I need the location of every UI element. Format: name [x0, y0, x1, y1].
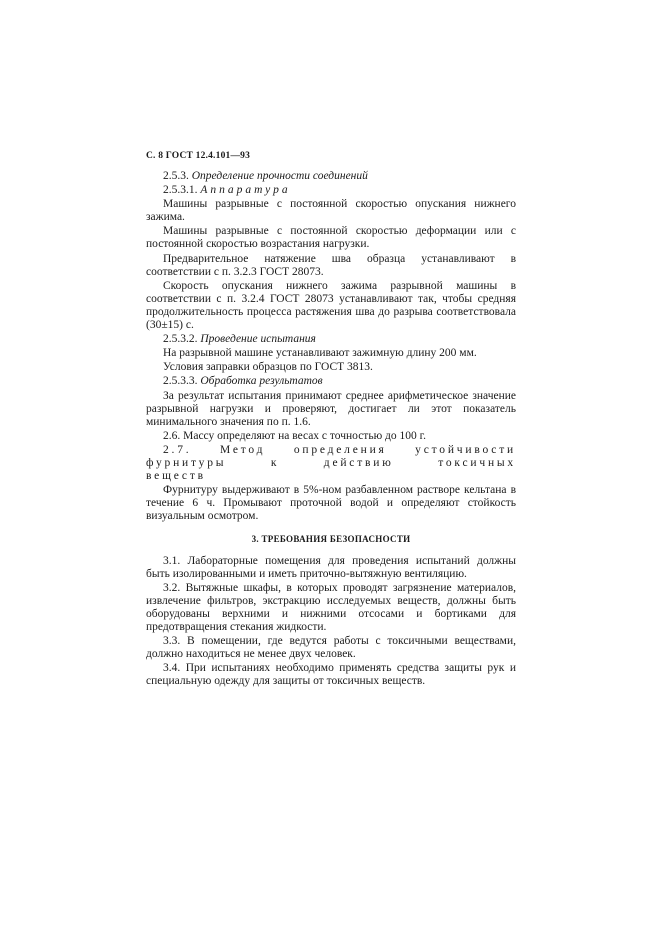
paragraph-text: Скорость опускания нижнего зажима разрывной машины в соответствии с п. 3.2.4 ГОСТ 28073 устанавливают так, чтобы средняя продолжительность процесса растяжения шва до разрыва соответствовала (30±15) с.: [146, 279, 516, 332]
paragraph-text: 3.4. При испытаниях необходимо применять средства защиты рук и специальную одежду для защиты от токсичных веществ.: [146, 662, 516, 688]
page-header: С. 8 ГОСТ 12.4.101—93: [146, 151, 251, 161]
paragraph-text: 3.2. Вытяжные шкафы, в которых проводят загрязнение материалов, извлечение фильтров, экстракцию исследуемых веществ, должны быть оборудованы верхними и нижними отсосами и бортиками для предотвращения стекания жидкости.: [146, 581, 516, 633]
clause-number: 2.5.3.: [163, 170, 189, 182]
paragraph-2-5-3: [146, 170, 516, 183]
paragraph-text: Условия заправки образцов по ГОСТ 3813.: [163, 361, 373, 374]
paragraph-2-5-3-2: [146, 333, 516, 346]
paragraph-text: На разрывной машине устанавливают зажимную длину 200 мм.: [163, 347, 477, 360]
paragraph-2-5-3-3: [146, 375, 516, 388]
paragraph-2-5-3-1: [146, 184, 516, 197]
paragraph-text: 2.6. Массу определяют на весах с точностью до 100 г.: [163, 429, 426, 442]
clause-number: 2.5.3.1.: [163, 184, 198, 197]
clause-number: 2.5.3.3.: [163, 375, 198, 388]
paragraph-text: Фурнитуру выдерживают в 5%-ном разбавленном растворе кельтана в течение 6 ч. Промывают проточной водой и определяют стойкость визуальным осмотром.: [146, 484, 516, 523]
paragraph-text: За результат испытания принимают среднее арифметическое значение разрывной нагрузки и проверяют, достигает ли этот показатель минимального значения по п. 1.6.: [146, 389, 516, 428]
paragraph-text: 3.3. В помещении, где ведутся работы с токсичными веществами, должно находиться не менее двух человек.: [146, 635, 516, 661]
document-body: [146, 170, 516, 689]
paragraph-text: Предварительное натяжение шва образца устанавливают в соответствии с п. 3.2.3 ГОСТ 28073.: [146, 252, 516, 278]
clause-title: Определение прочности соединений: [191, 170, 368, 182]
paragraph-2-7-heading: 2.7. Метод определения устойчивости фурнитуры к действию токсичных веществ: [146, 443, 516, 483]
clause-number: 2.5.3.2.: [163, 333, 198, 346]
clause-title: Аппаратура: [200, 184, 291, 197]
paragraph-text: 3.1. Лабораторные помещения для проведения испытаний должны быть изолированными и иметь приточно-вытяжную вентиляцию.: [146, 554, 516, 580]
clause-title: Обработка результатов: [200, 375, 323, 388]
paragraph-text: Машины разрывные с постоянной скоростью опускания нижнего зажима.: [146, 198, 516, 224]
clause-title: Проведение испытания: [200, 333, 316, 346]
paragraph-text: Машины разрывные с постоянной скоростью деформации или с постоянной скоростью возрастания нагрузки.: [146, 225, 516, 251]
section-title: 3. ТРЕБОВАНИЯ БЕЗОПАСНОСТИ: [251, 534, 411, 545]
